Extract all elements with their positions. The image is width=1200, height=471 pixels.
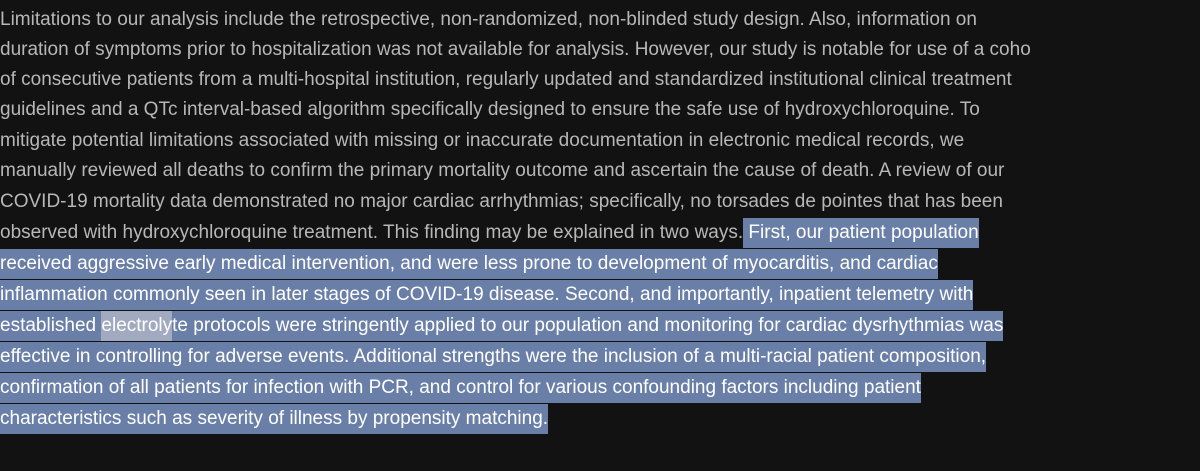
text-segment: guidelines and a QTc interval-based algorithm specifically designed to ensure the safe use of hydroxychloroquine. To bbox=[0, 99, 980, 120]
text-line bbox=[0, 126, 964, 156]
text-segment: observed with hydroxychloroquine treatment. This finding may be explained in two ways. bbox=[0, 222, 744, 243]
selected-text[interactable]: established bbox=[0, 311, 101, 341]
text-segment: duration of symptoms prior to hospitalization was not available for analysis. However, our study is notable for use of a coho bbox=[0, 39, 1031, 60]
text-line bbox=[0, 35, 1031, 65]
text-line bbox=[0, 95, 980, 125]
text-line bbox=[0, 156, 1004, 186]
text-segment: Limitations to our analysis include the retrospective, non-randomized, non-blinded study design. Also, information on bbox=[0, 9, 977, 30]
selected-text[interactable]: inflammation commonly seen in later stages of COVID-19 disease. Second, and importantly, inpatient telemetry with bbox=[0, 280, 973, 310]
text-segment: mitigate potential limitations associated with missing or inaccurate documentation in electronic medical records, we bbox=[0, 130, 965, 151]
text-line bbox=[0, 249, 938, 279]
find-match-highlight[interactable]: electroly bbox=[101, 311, 172, 341]
text-line bbox=[0, 280, 973, 310]
selected-text[interactable]: confirmation of all patients for infection with PCR, and control for various confounding factors including patient bbox=[0, 373, 921, 403]
selected-text[interactable]: received aggressive early medical intervention, and were less prone to development of myocarditis, and cardiac bbox=[0, 249, 938, 279]
text-line bbox=[0, 342, 986, 372]
text-line bbox=[0, 218, 979, 248]
selected-text[interactable]: characteristics such as severity of illness by propensity matching. bbox=[0, 404, 548, 434]
text-line bbox=[0, 311, 1003, 341]
text-line bbox=[0, 5, 977, 35]
text-segment: COVID-19 mortality data demonstrated no major cardiac arrhythmias; specifically, no torsades de pointes that has been bbox=[0, 191, 1003, 212]
text-line bbox=[0, 187, 1003, 217]
text-segment: of consecutive patients from a multi-hospital institution, regularly updated and standardized institutional clinical treatment bbox=[0, 69, 1012, 90]
text-line bbox=[0, 404, 548, 434]
selected-text[interactable]: te protocols were stringently applied to our population and monitoring for cardiac dysrhythmias was bbox=[172, 311, 1003, 341]
selected-text[interactable]: effective in controlling for adverse events. Additional strengths were the inclusion of a multi-racial patient composition, bbox=[0, 342, 986, 372]
text-segment: manually reviewed all deaths to confirm the primary mortality outcome and ascertain the cause of death. A review of our bbox=[0, 160, 1005, 181]
text-line bbox=[0, 373, 921, 403]
selected-text[interactable]: First, our patient population bbox=[743, 218, 979, 248]
text-line bbox=[0, 65, 1012, 95]
